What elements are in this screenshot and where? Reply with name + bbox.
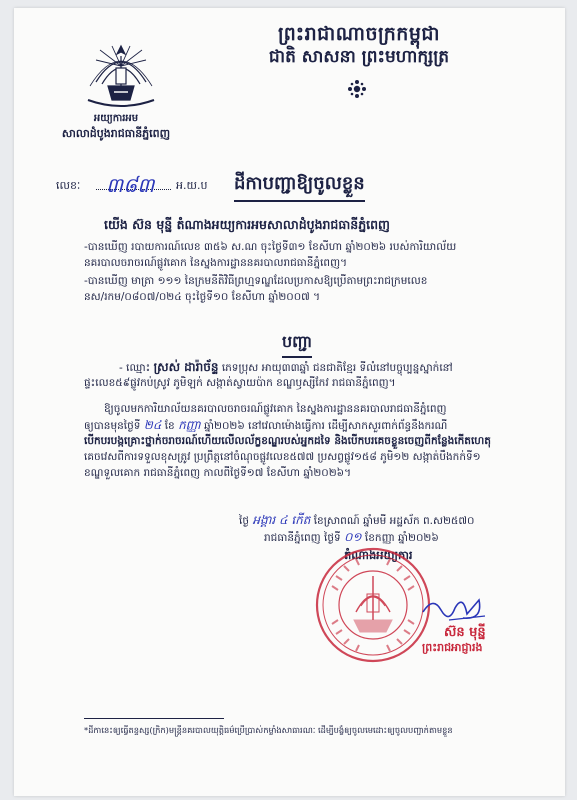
person-details: ភេទប្រុស អាយុ៣៣ឆ្នាំ ជនជាតិខ្មែរ ទីលំនៅបច្ចុប្បន្នស្នាក់នៅ: [221, 362, 453, 374]
solar-date-handwritten: ០១: [344, 530, 362, 544]
body-line: គេចវេសពីការទទួលខុសត្រូវ ប្រព្រឹត្តនៅចំណុចផ្លូវលេខ៥៧៧ ប្រសព្វផ្លូវ១៥៨ ភូមិ១២ សង្កាត់បឹងកក់ទី១: [84, 451, 481, 463]
body-line: ខណ្ឌទួលគោក រាជធានីភ្នំពេញ កាលពីថ្ងៃទី១៧ ខែសីហា ឆ្នាំ២០២៦។: [84, 467, 352, 479]
consideration-line: -បានឃើញ មាត្រា ១១១ នៃក្រមនីតិវិធីព្រហ្មទណ្ឌដែលប្រកាសឱ្យប្រើតាមព្រះរាជក្រមលេខ: [84, 275, 428, 287]
document-page: [14, 8, 565, 796]
lunar-date-post: ខែស្រាពណ៍ ឆ្នាំមមី អដ្ឋស័ក ព.ស២៥៧០: [313, 515, 475, 527]
lunar-date-pre: ថ្ងៃ: [239, 515, 249, 527]
body-line: បើកបរបង្កគ្រោះថ្នាក់ចរាចរណ៍ហើយលើលល័ក្ខខណ្ឌរបស់អ្នកដទៃ និងបើកបរគេចខ្លួនចេញពីកន្លែងកើតហេតុ: [84, 435, 491, 447]
footnote: *ដីកានេះឲ្យធ្វើតន្ទស្ស(ក្រិក)មន្រ្តីនគរបាលយុត្តិធម៌ប្រើប្រាស់កម្លាំងសាធារណៈ ដើម្បីបង្ខំឲ្យចូលមេដោះឲ្យចូលបញ្ជាក់តាមខ្លួន: [84, 725, 453, 735]
solar-date-line: [264, 530, 439, 545]
reference-label: លេខៈ: [56, 179, 81, 192]
solar-date-pre: រាជធានីភ្នំពេញ ថ្ងៃទី: [264, 532, 341, 544]
kingdom-title: ព្រះរាជាណាចក្រកម្ពុជា: [278, 23, 440, 45]
deadline-month-handwritten: កញ្ញា: [178, 418, 201, 432]
person-line-1: [119, 360, 453, 375]
consideration-line: នគរបាលចរាចរណ៍ផ្លូវគោក នៃស្នងការដ្ឋាននគរបាលរាជធានីភ្នំពេញ។: [84, 257, 348, 269]
consideration-line: នស/រកម/០៨០៧/០២៤ ចុះថ្ងៃទី១០ ខែសីហា ឆ្នាំ២០០៧ ។: [84, 291, 321, 303]
official-seal: [314, 546, 432, 664]
deadline-post: ឆ្នាំ២០២៦ នៅវេលាម៉ោងធ្វើការ ដើម្បីសាកសួរពាក់ព័ន្ធនឹងករណី: [204, 420, 448, 432]
footnote-rule: [84, 718, 224, 719]
reference-suffix: អ.យ.ប: [176, 179, 208, 192]
office-name-line1: អយ្យការអម: [93, 113, 139, 124]
consideration-line: -បានឃើញ របាយការណ៍លេខ ៣៥៦ ស.ណ ចុះថ្ងៃទី៣១ ខែសីហា ឆ្នាំ២០២៦ របស់ការិយាល័យ: [84, 241, 457, 253]
deadline-line: [84, 418, 447, 433]
deadline-day-handwritten: ២៤: [143, 418, 162, 432]
solar-date-post: ខែកញ្ញា ឆ្នាំ២០២៦: [364, 532, 439, 544]
issuer-heading: យើង ស៊ន មុន្នី តំណាងអយ្យការអមសាលាដំបូងរាជធានីភ្នំពេញ: [104, 217, 390, 232]
ornament-divider: [332, 75, 382, 103]
lunar-date-line: [239, 513, 474, 528]
deadline-mid: ខែ: [164, 420, 175, 432]
handwritten-signature: [419, 590, 489, 624]
deadline-pre: ឲ្យបានមុនថ្ងៃទី: [84, 420, 141, 432]
office-name-line2: សាលាដំបូងរាជធានីភ្នំពេញ: [61, 127, 171, 140]
signer-role: តំណាងអយ្យការ: [344, 548, 413, 562]
body-line: ឱ្យចូលមកការិយាល័យនគរបាលចរាចរណ៍ផ្លូវគោក នៃស្នងការដ្ឋាននគរបាលរាជធានីភ្នំពេញ: [104, 403, 447, 415]
document-title: ដីកាបញ្ជាឱ្យចូលខ្លួន: [234, 171, 365, 202]
person-address: ផ្ទះលេខ៥៩ផ្លូវកប់ស្រូវ ភូមិឡក់ សង្កាត់ស្វាយប៉ាក ខណ្ឌឫស្សីកែវ រាជធានីភ្នំពេញ។: [84, 377, 396, 389]
reference-number-handwritten: ៣៨៣: [106, 173, 155, 197]
signer-title: ព្រះរាជអាជ្ញារង: [422, 641, 483, 654]
person-prefix: - ឈ្មោះ: [119, 362, 151, 374]
national-motto: ជាតិ សាសនា ព្រះមហាក្សត្រ: [268, 47, 450, 67]
lunar-date-handwritten: អង្គារ ៤ កើត: [252, 513, 311, 527]
order-heading: បញ្ជា: [282, 331, 312, 358]
person-name: ស្រស់ ដារ៉ាច័ន្ទ: [153, 360, 219, 374]
office-emblem: [76, 42, 166, 114]
signer-name: ស៊ន មុន្នី: [444, 625, 486, 640]
